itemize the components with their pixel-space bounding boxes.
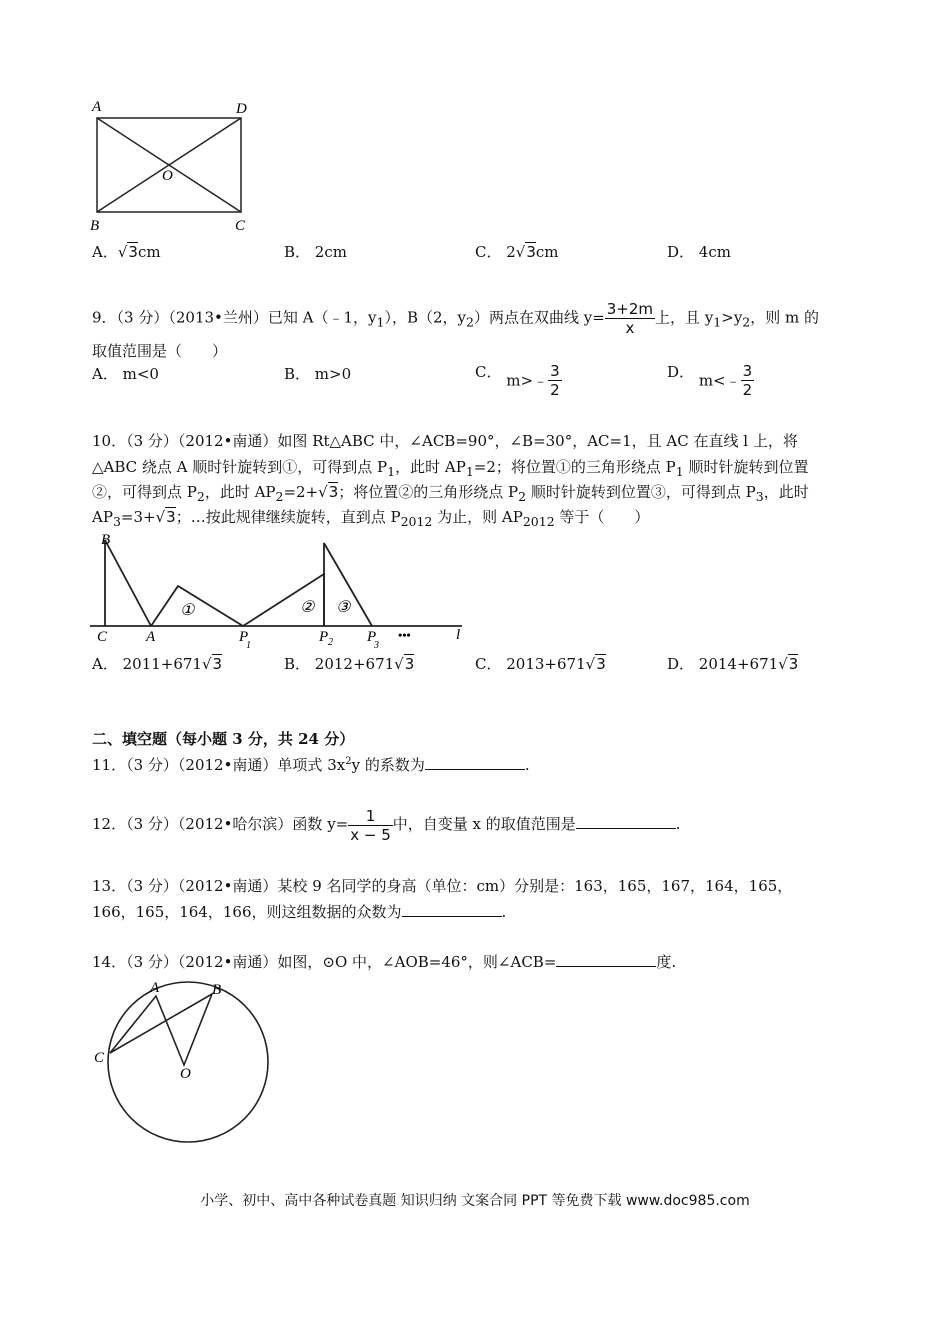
svg-text:③: ③ bbox=[336, 599, 351, 616]
q10-stem-line2: △ABC 绕点 A 顺时针旋转到①，可得到点 $P_1$，此时 $AP_1=2$；将位置①的三角形绕点 $P_1$ 顺时针旋转到位置 bbox=[92, 458, 809, 479]
svg-text:3: 3 bbox=[374, 640, 379, 651]
q10-option-d: D． 2014+671√3 bbox=[667, 655, 799, 673]
section-title: 二、填空题（每小题 3 分，共 24 分） bbox=[92, 730, 355, 748]
rotation-figure bbox=[88, 528, 470, 652]
label-c: C bbox=[235, 218, 246, 234]
svg-text:C: C bbox=[97, 629, 108, 645]
q13-line1: 13．（3 分）（2012•南通）某校 9 名同学的身高（单位：cm）分别是：163，165，167，164，165， bbox=[92, 877, 793, 895]
q10-stem-line1: 10．（3 分）（2012•南通）如图 Rt△ABC 中，∠ACB=90°，∠B=30°，AC=1，且 AC 在直线 l 上，将 bbox=[92, 432, 798, 450]
q8-option-a: A．√3cm bbox=[92, 243, 161, 261]
q12: 12．（3 分）（2012•哈尔滨）函数 y= $\frac{1}{x - 5}$ 中，自变量 x 的取值范围是 . bbox=[92, 806, 681, 844]
svg-text:B: B bbox=[101, 532, 111, 548]
q11-answer-blank bbox=[425, 755, 525, 770]
q13-line2: 166，165，164，166，则这组数据的众数为 . bbox=[92, 903, 507, 921]
label-o: O bbox=[162, 168, 173, 184]
q8-option-c: C． 2√3cm bbox=[475, 243, 559, 261]
q9-option-a: A． m<0 bbox=[92, 365, 159, 383]
q12-answer-blank bbox=[576, 814, 676, 829]
q10-stem-line4: $AP_3=3+√3$；…按此规律继续旋转，直到点 $P_{2012}$ 为止，则 $AP_{2012}$ 等于（ ） bbox=[92, 508, 650, 529]
svg-text:B: B bbox=[212, 982, 222, 998]
footer: 小学、初中、高中各种试卷真题 知识归纳 文案合同 PPT 等免费下载 www.doc985.com bbox=[200, 1193, 750, 1209]
svg-text:①: ① bbox=[180, 602, 195, 619]
q10-option-a: A． 2011+671√3 bbox=[92, 655, 223, 673]
q9-option-c: C． m>﹣ $\frac{3}{2}$ bbox=[475, 362, 560, 399]
q10-option-c: C． 2013+671√3 bbox=[475, 655, 606, 673]
svg-text:1: 1 bbox=[246, 640, 251, 651]
svg-text:O: O bbox=[180, 1066, 191, 1082]
q9-stem-line1: 9．（3 分）（2013•兰州）已知 A（﹣1，$y_1$），B（2，$y_2$）两点在双曲线 y= $\frac{3+2m}{x}$ 上，且 $y_1>y_2$，则 m 的 bbox=[92, 300, 820, 337]
q8-option-d: D． 4cm bbox=[667, 243, 731, 261]
rectangle-figure bbox=[88, 96, 258, 236]
q9-option-d: D． m<﹣ $\frac{3}{2}$ bbox=[667, 362, 753, 399]
circle-figure bbox=[92, 978, 282, 1148]
svg-text:P: P bbox=[319, 629, 329, 645]
svg-text:C: C bbox=[94, 1050, 105, 1066]
q12-fraction: $\frac{1}{x - 5}$ bbox=[350, 806, 391, 844]
svg-text:2: 2 bbox=[328, 637, 333, 648]
q9-option-b: B． m>0 bbox=[284, 365, 352, 383]
q10-stem-line3: ②，可得到点 $P_2$，此时 $AP_2=2+√3$；将位置②的三角形绕点 $P_2$ 顺时针旋转到位置③，可得到点 $P_3$，此时 bbox=[92, 483, 809, 504]
q13-answer-blank bbox=[402, 902, 502, 917]
q9-fraction: $\frac{3+2m}{x}$ bbox=[606, 300, 654, 337]
svg-text:A: A bbox=[146, 629, 156, 645]
svg-text:l: l bbox=[456, 627, 461, 643]
svg-text:A: A bbox=[150, 980, 160, 996]
svg-text:P: P bbox=[239, 629, 249, 645]
svg-text:P: P bbox=[367, 629, 377, 645]
q9-stem-line2: 取值范围是（ ） bbox=[92, 342, 228, 360]
label-a: A bbox=[92, 99, 102, 115]
label-d: D bbox=[236, 101, 247, 117]
q14-answer-blank bbox=[556, 952, 656, 967]
q8-option-b: B． 2cm bbox=[284, 243, 347, 261]
q11: 11．（3 分）（2012•南通）单项式 $3x^2y$ 的系数为 . bbox=[92, 756, 530, 774]
q14: 14．（3 分）（2012•南通）如图，⊙O 中，∠AOB=46°，则∠ACB= 度. bbox=[92, 953, 677, 971]
label-b: B bbox=[90, 218, 100, 234]
svg-text:②: ② bbox=[300, 599, 315, 616]
q10-option-b: B． 2012+671√3 bbox=[284, 655, 415, 673]
svg-text:•••: ••• bbox=[398, 628, 411, 642]
